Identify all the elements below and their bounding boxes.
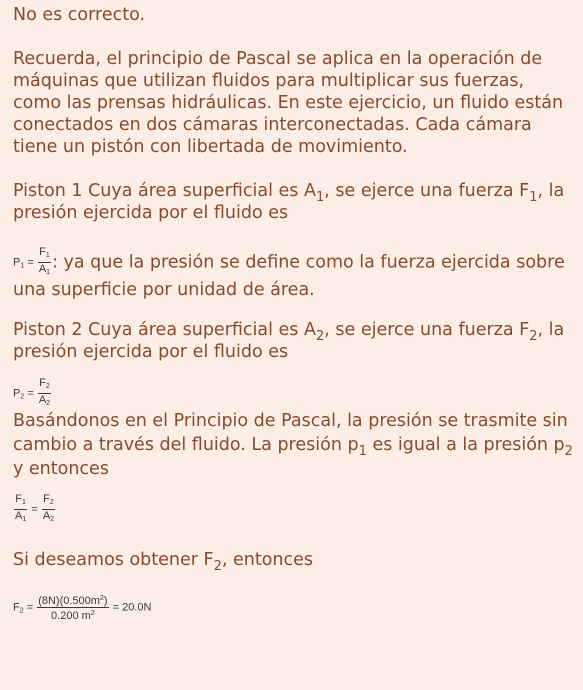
pressure-definition: $P_1$ = $\frac{F_1}{A_1}$ : ya que la presión se define como la fuerza ejercida sobre una superficie por unidad de área. bbox=[13, 246, 565, 300]
piston1-paragraph: Piston 1 Cuya área superficial es $A_1$, se ejerce una fuerza $F_1$, la presión ejercida por el fluido es bbox=[13, 181, 565, 223]
equation-final: $F_2$ = $\frac{(8N)(0.500m^2)}{0.200 m^2}$ = 20.0N bbox=[13, 595, 152, 622]
equation-p1: $P_1$ = $\frac{F_1}{A_1}$ bbox=[13, 246, 51, 276]
equation-equality: $\frac{F_1}{A_1}$ = $\frac{F_2}{A_2}$ bbox=[15, 493, 55, 523]
equation-p2: $P_2$ = $\frac{F_2}{A_2}$ bbox=[13, 377, 51, 407]
result-text: No es correcto. bbox=[13, 5, 146, 25]
intro-paragraph: Recuerda, el principio de Pascal se aplica en la operación de máquinas que utilizan fluidos para multiplicar sus fuerzas, como las prensas hidráulicas. En este ejercicio, un fluido están conectados en dos cámaras interconectadas. Cada cámara tiene un pistón con libertada de movimiento. bbox=[13, 49, 564, 157]
solve-paragraph: Si deseamos obtener $F_2$, entonces bbox=[13, 550, 314, 574]
pascal-paragraph: Basándonos en el Principio de Pascal, la presión se trasmite sin cambio a través del fluido. La presión $p_1$ es igual a la presión $p_2$ y entonces bbox=[13, 411, 573, 479]
piston2-paragraph: Piston 2 Cuya área superficial es $A_2$, se ejerce una fuerza $F_2$, la presión ejercida por el fluido es bbox=[13, 320, 565, 362]
